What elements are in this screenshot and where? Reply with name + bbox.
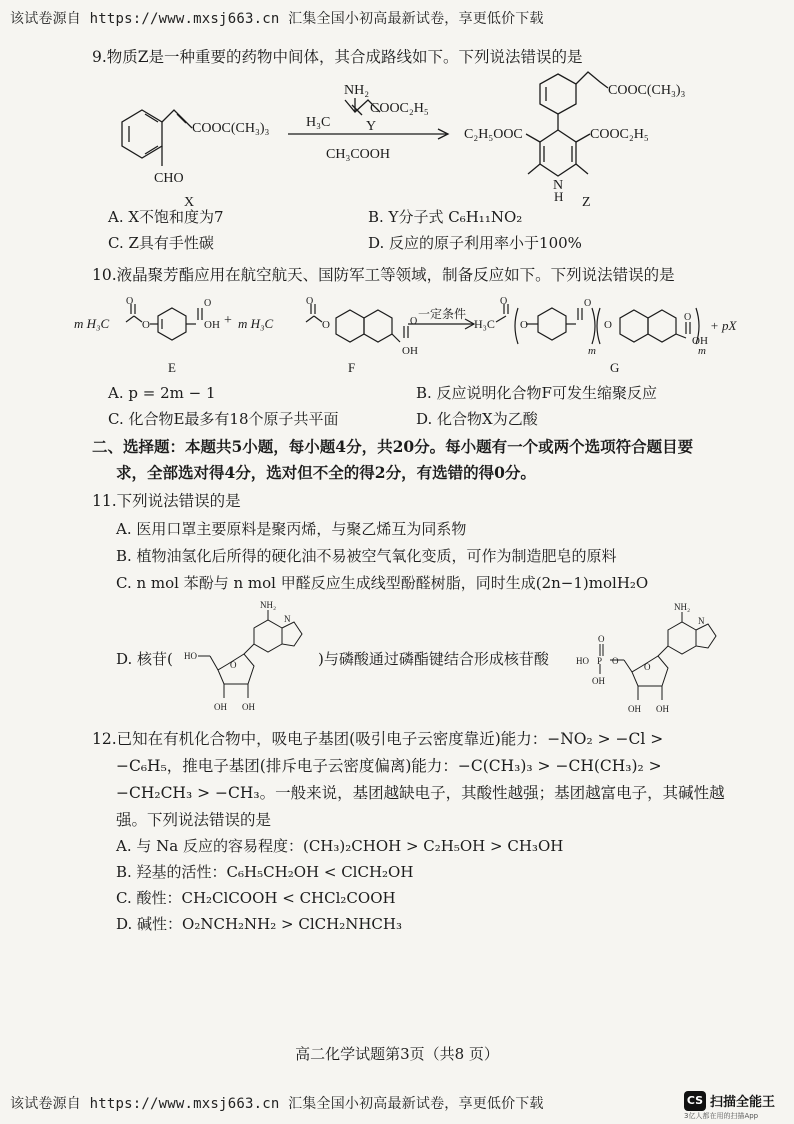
logo-tagline: 3亿人都在用的扫描App — [684, 1112, 759, 1120]
nucleotide-ring-o: O — [644, 662, 651, 672]
q10-plus-sign: + — [224, 313, 232, 328]
q9-option-d: D. 反应的原子利用率小于100% — [368, 234, 582, 252]
q11-option-d-suffix: )与磷酸通过磷酯键结合形成核苷酸 — [318, 650, 549, 668]
q11-option-a: A. 医用口罩主要原料是聚丙烯，与聚乙烯互为同系物 — [116, 520, 467, 538]
nucleotide-ho: HO — [576, 656, 589, 666]
q9-reaction-scheme — [100, 70, 740, 212]
camscanner-icon: CS — [684, 1091, 706, 1111]
f-naphthalene-ring-a — [336, 310, 364, 342]
q12-stem-line4: 强。下列说法错误的是 — [116, 811, 272, 829]
q10-reaction-scheme — [74, 294, 784, 376]
y-compound-label: Y — [366, 119, 377, 134]
g-compound-label: G — [610, 360, 620, 375]
y-ester-label: COOC₂H₅ — [370, 101, 429, 116]
q12-option-c: C. 酸性：CH₂ClCOOH < CHCl₂COOH — [116, 889, 396, 907]
e-ester-o: O — [142, 319, 150, 331]
nucleotide-ester-o: O — [612, 656, 619, 666]
g-benzoyl-o: O — [584, 298, 592, 309]
nucleotide-oh-1: OH — [628, 704, 641, 714]
q9-option-a: A. X不饱和度为7 — [108, 208, 224, 226]
nucleotide-p: P — [597, 656, 603, 666]
q11-stem: 11.下列说法错误的是 — [92, 492, 241, 510]
f-carbonyl-o: O — [306, 296, 314, 307]
z-nitrogen-label: N — [553, 178, 564, 193]
z-dihydropyridine-ring — [540, 130, 576, 176]
z-left-ester-label: C₂H₅OOC — [464, 127, 523, 142]
z-right-ester-label: COOC₂H₅ — [590, 127, 649, 142]
nucleotide-structure — [572, 602, 724, 720]
q11-option-c: C. n mol 苯酚与 n mol 甲醛反应生成线型酚醛树脂，同时生成(2n−1)molH₂O — [116, 574, 649, 592]
nucleoside-n: N — [284, 614, 291, 624]
f-compound-label: F — [348, 360, 356, 375]
f-prefix-label: m H₃C — [238, 316, 274, 331]
f-acid-oh: OH — [402, 345, 418, 357]
q10-option-b: B. 反应说明化合物F可发生缩聚反应 — [416, 384, 657, 402]
e-carbonyl-o: O — [126, 296, 134, 307]
nucleotide-nh2: NH₂ — [674, 602, 691, 612]
z-tbu-ester-label: COOC(CH₃)₃ — [608, 83, 686, 98]
g-acid-o: O — [684, 312, 692, 323]
nucleoside-structure — [184, 598, 318, 716]
q10-option-d: D. 化合物X为乙酸 — [416, 410, 538, 428]
y-amine-label: NH₂ — [344, 83, 370, 98]
g-naphthalene-ring-a — [620, 310, 648, 342]
g-first-repeat-m: m — [588, 345, 596, 357]
q11-option-d-prefix: D. 核苷( — [116, 650, 173, 668]
g-acid-oh: OH — [692, 335, 708, 347]
q9-option-b: B. Y分子式 C₆H₁₁NO₂ — [368, 208, 523, 226]
q12-stem-line1: 12.已知在有机化合物中，吸电子基团(吸引电子云密度靠近)能力：−NO₂ > −Cl > — [92, 730, 664, 748]
g-benzene-ring — [538, 308, 566, 340]
q12-option-b: B. 羟基的活性：C₆H₅CH₂OH < ClCH₂OH — [116, 863, 414, 881]
y-methyl-label: H₃C — [306, 115, 331, 130]
q10-condition-label: 一定条件 — [418, 307, 467, 321]
e-acid-o: O — [204, 298, 212, 309]
g-second-repeat-m: m — [698, 345, 706, 357]
x-compound-label: X — [184, 195, 195, 210]
logo-name: 扫描全能王 — [710, 1095, 776, 1110]
footer-watermark: 该试卷源自 https://www.mxsj663.cn 汇集全国小初高最新试卷，享更低价下载 — [10, 1096, 544, 1112]
q11-option-b: B. 植物油氢化后所得的硬化油不易被空气氧化变质，可作为制造肥皂的原料 — [116, 547, 617, 565]
g-naphthyl-ester-o: O — [604, 319, 612, 331]
x-aldehyde-label: CHO — [154, 171, 184, 186]
nucleoside-ho: HO — [184, 651, 197, 661]
scanner-app-logo — [684, 1089, 790, 1119]
q10-option-a: A. p = 2m − 1 — [108, 384, 216, 402]
f-ester-o: O — [322, 319, 330, 331]
q9-stem: 9.物质Z是一种重要的药物中间体，其合成路线如下。下列说法错误的是 — [92, 48, 583, 66]
e-compound-label: E — [168, 360, 176, 375]
nucleotide-oh-2: OH — [656, 704, 669, 714]
x-benzene-ring — [122, 110, 162, 158]
q12-option-a: A. 与 Na 反应的容易程度：(CH₃)₂CHOH > C₂H₅OH > CH₃OH — [116, 837, 564, 855]
nucleotide-p-oh: OH — [592, 676, 605, 686]
e-prefix-label: m H₃C — [74, 316, 110, 331]
q10-byproduct-label: + pX — [710, 318, 737, 333]
nucleotide-p-oxo: O — [598, 634, 605, 644]
section2-instructions-line2: 求，全部选对得4分，选对但不全的得2分，有选错的得0分。 — [116, 463, 536, 482]
page-footer: 高二化学试题第3页（共8 页） — [295, 1045, 499, 1063]
x-ester-label: COOC(CH₃)₃ — [192, 121, 270, 136]
g-ester-o: O — [520, 319, 528, 331]
z-compound-label: Z — [582, 195, 591, 210]
q10-option-c: C. 化合物E最多有18个原子共平面 — [108, 410, 339, 428]
z-hydrogen-label: H — [554, 189, 564, 204]
g-carbonyl-o: O — [500, 296, 508, 307]
q12-option-d: D. 碱性：O₂NCH₂NH₂ > ClCH₂NHCH₃ — [116, 915, 402, 933]
q9-reagent-label: CH₃COOH — [326, 147, 390, 162]
q12-stem-line2: −C₆H₅，推电子基团(排斥电子云密度偏离)能力：−C(CH₃)₃ > −CH(CH₃)₂ > — [116, 757, 662, 775]
nucleoside-oh-2: OH — [242, 702, 255, 712]
g-methyl-label: H₃C — [474, 317, 495, 331]
section2-instructions-line1: 二、选择题：本题共5小题，每小题4分，共20分。每小题有一个或两个选项符合题目要 — [92, 437, 694, 456]
q10-stem: 10.液晶聚芳酯应用在航空航天、国防军工等领域，制备反应如下。下列说法错误的是 — [92, 266, 675, 284]
nucleotide-n: N — [698, 616, 705, 626]
e-acid-oh: OH — [204, 319, 220, 331]
nucleoside-nh2: NH₂ — [260, 600, 277, 610]
f-acid-o: O — [410, 316, 418, 327]
q12-stem-line3: −CH₂CH₃ > −CH₃。一般来说，基团越缺电子，其酸性越强；基团越富电子，其碱性越 — [116, 784, 725, 802]
f-naphthalene-ring-b — [364, 310, 392, 342]
g-naphthalene-ring-b — [648, 310, 676, 342]
nucleoside-ring-o: O — [230, 660, 237, 670]
nucleoside-oh-1: OH — [214, 702, 227, 712]
q9-option-c: C. Z具有手性碳 — [108, 234, 214, 252]
header-watermark: 该试卷源自 https://www.mxsj663.cn 汇集全国小初高最新试卷，享更低价下载 — [10, 11, 544, 27]
